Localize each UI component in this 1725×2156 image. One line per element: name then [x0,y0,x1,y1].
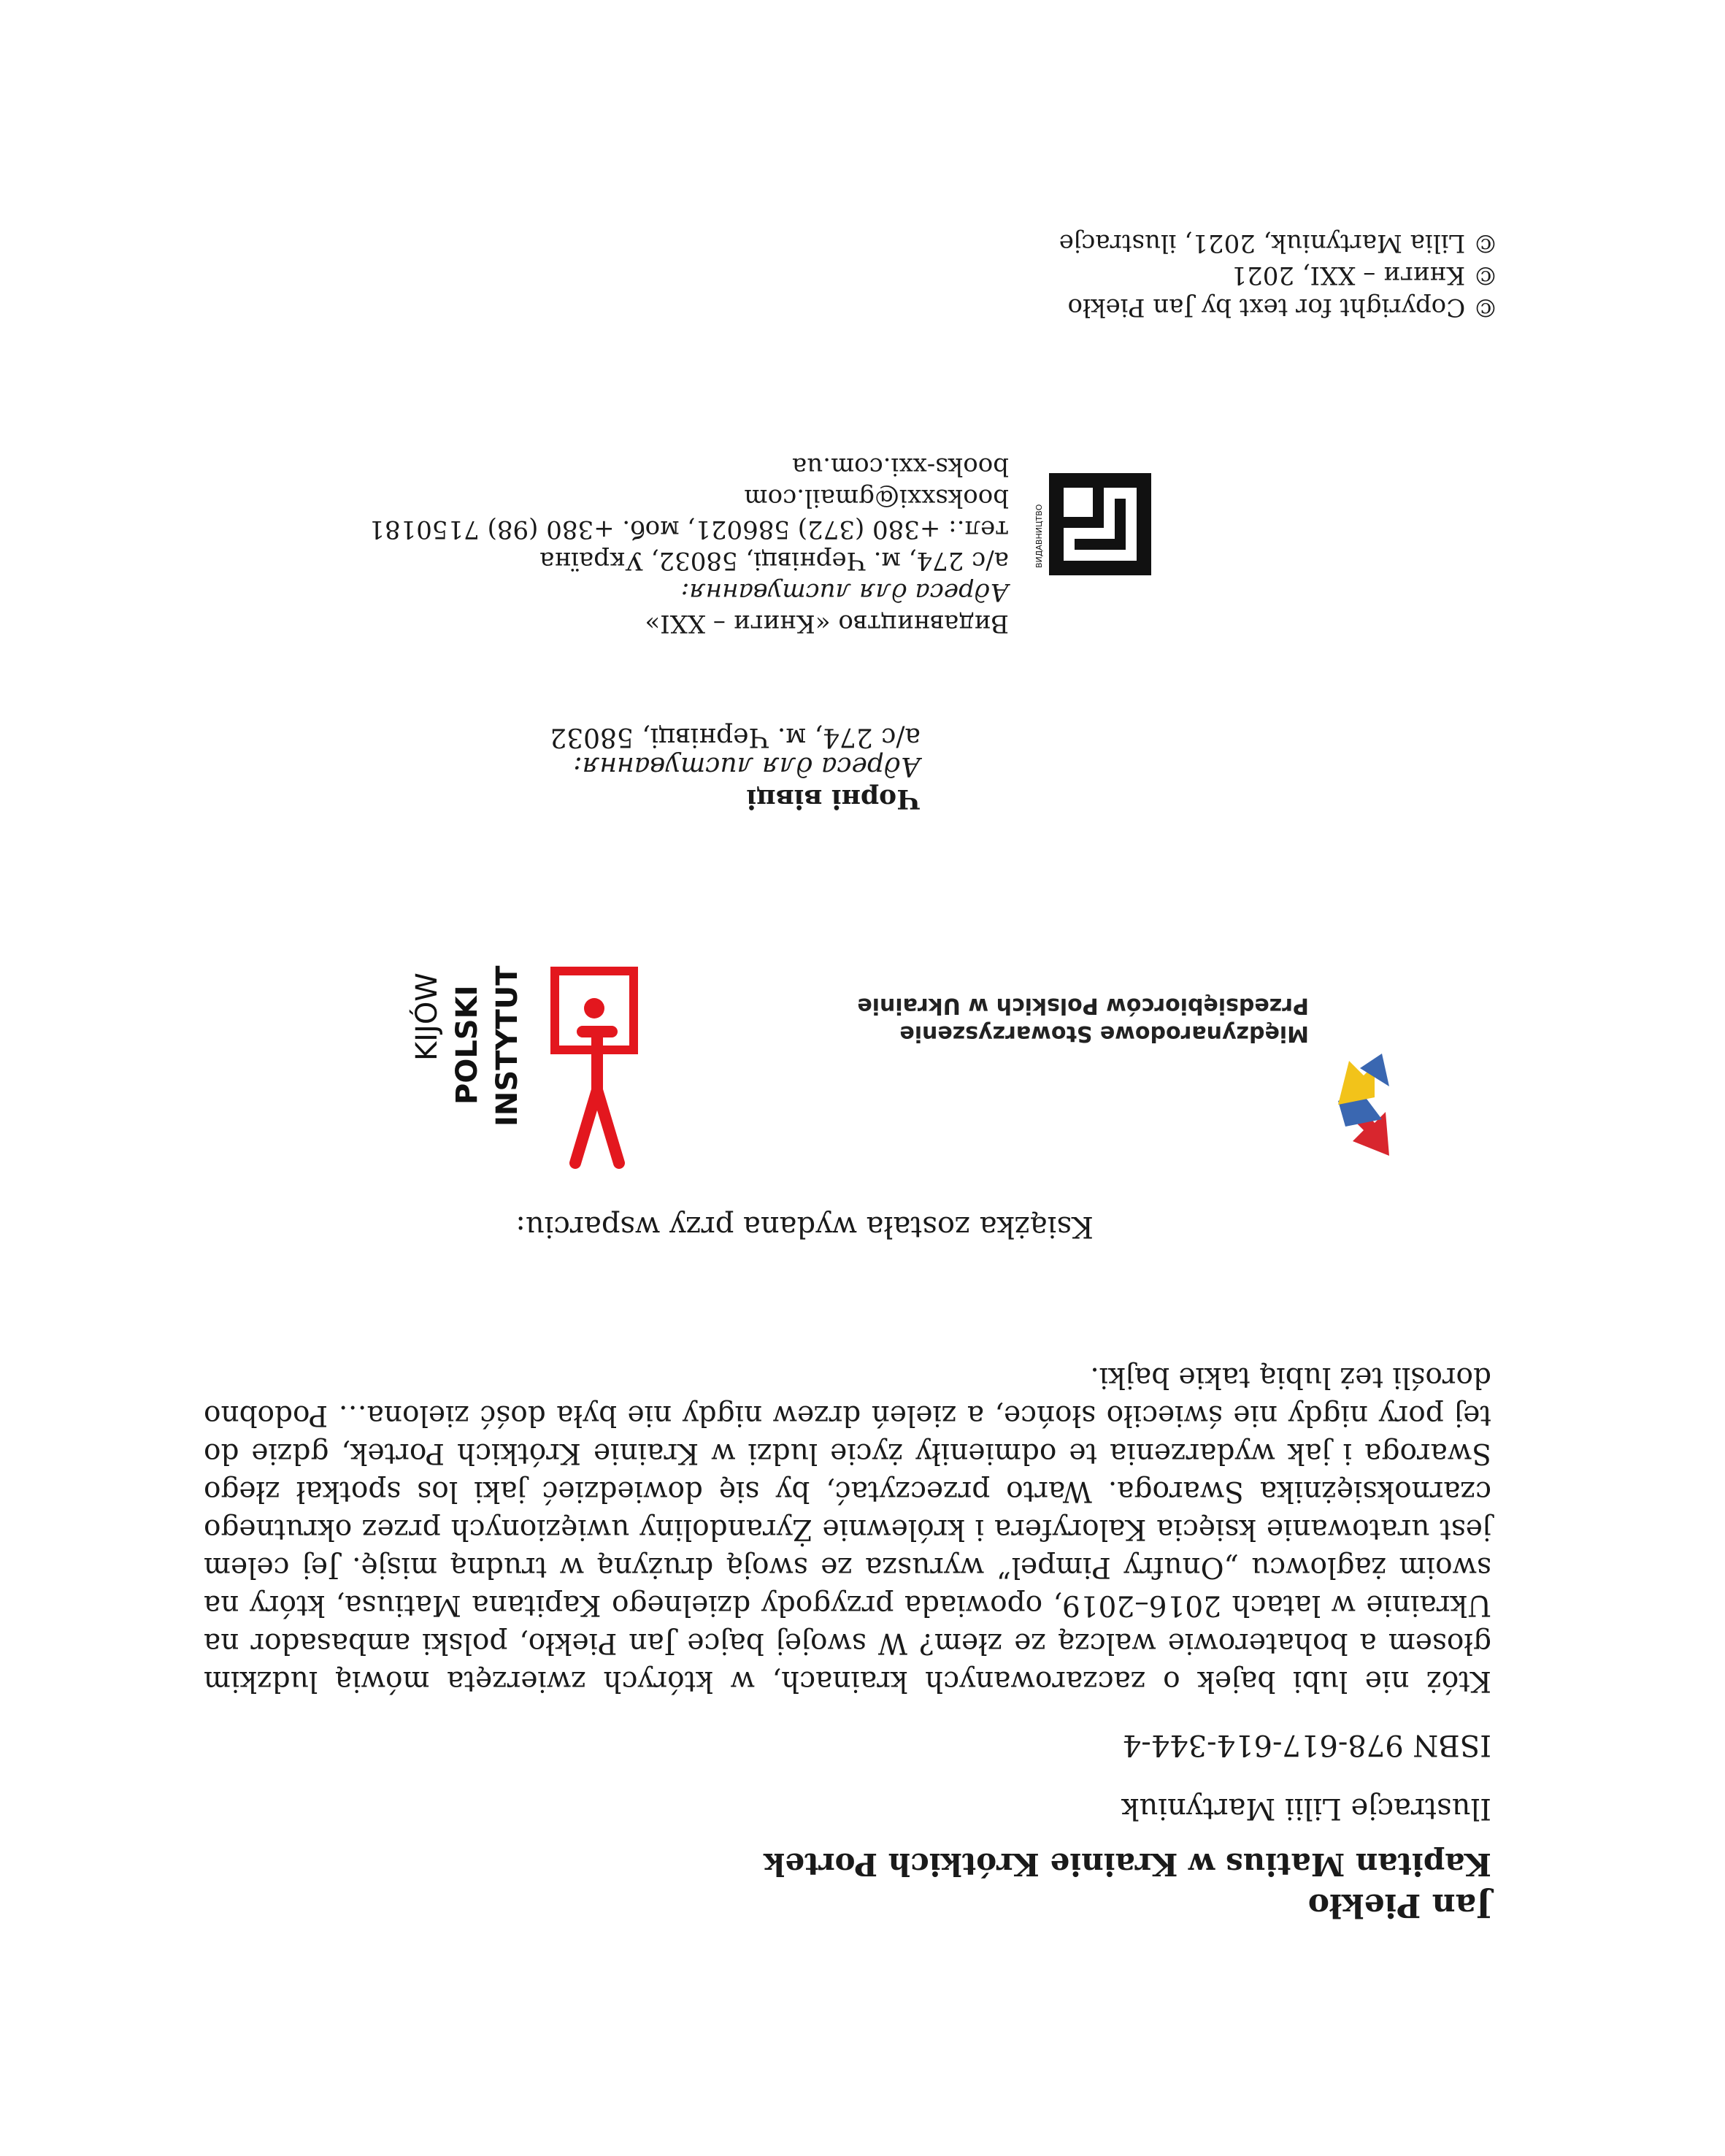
book-description: Któż nie lubi bajek o zaczarowanych krainach, w których zwierzęta mówią ludzkim głosem a bohaterowie walczą ze złem? W swojej bajce Jan Piekło, polski ambasador na Ukrainie w latach 2016–2019, opowiada przygody dzielnego Kapitana Matiusa, który na swoim żaglowcu „Onufry Pimpel” wyrusza ze swoją drużyną w trudną misję. Jej celem jest uratowanie księcia Kaloryfera i królewnie Żyrandoliny uwięzionych przez okrutnego czarnoksiężnika Swaroga. Warto przeczytać, by się dowiedzieć jaki los spotkał złego Swaroga i jak wydarzenia te odmieniły życie ludzi w Krainie Krótkich Portek, gdzie do tej pory nigdy nie świeciło słońce, a zieleń drzew nigdy nie była dość zielona… Podobno dorośli też lubią takie bajki. [204,1361,1491,1697]
instytut-polski-logo [364,959,641,1178]
instytut-line3: KIJÓW [410,972,444,1061]
publisher-logo-caption: ВИДАВНИЦТВО [1034,504,1044,568]
mssp-name-line1: Międzynarodowe Stowarzyszenie [899,1021,1309,1046]
publisher-address-label: Адреса для листування: [680,578,1009,607]
isbn: ISBN 978-617-614-344-4 [1122,1728,1491,1762]
mssp-name-line2: Przedsiębiorców Polskich w Ukrainie [857,993,1309,1018]
mssp-arrows-icon [1323,1046,1404,1170]
publisher-address: а/с 274, м. Чернівці, 58032, Україна [539,546,1009,575]
publisher-phone: тел.: +380 (372) 586021, моб. +380 (98) 7150181 [369,515,1009,544]
publisher-website: books-xxi.com.ua [791,452,1009,481]
illustrator-credit: Ilustracje Lilii Martyniuk [1121,1792,1491,1825]
support-label: Książka została wydana przy wsparciu: [515,1210,1094,1243]
chorni-address-label: Адреса для листування: [573,751,921,781]
author-name: Jan Piekło [1307,1887,1491,1924]
instytut-line2: POLSKI [450,985,484,1105]
publisher-info [369,450,1009,639]
publisher-name: Видавництво «Книги – ХХІ» [645,609,1009,638]
publisher-logo [1034,466,1159,583]
mssp-logo [747,981,1404,1185]
publisher-email: booksxxi@gmail.com [744,483,1009,513]
chorni-address: а/с 274, м. Чернівці, 58032 [550,722,921,752]
copyright-block [1059,227,1498,323]
chorni-vivsi-name: Чорні вівці [746,783,921,814]
copyright-line: © Copyright for text by Jan Piekło [1067,293,1498,322]
copyright-line: © Книги – ХХІ, 2021 [1231,261,1498,290]
instytut-line1: INSTYTUT [491,965,524,1127]
copyright-line: © Lilia Martyniuk, 2021, ilustracje [1059,229,1498,258]
book-title: Kapitan Matius w Krainie Krótkich Portek [764,1846,1491,1882]
